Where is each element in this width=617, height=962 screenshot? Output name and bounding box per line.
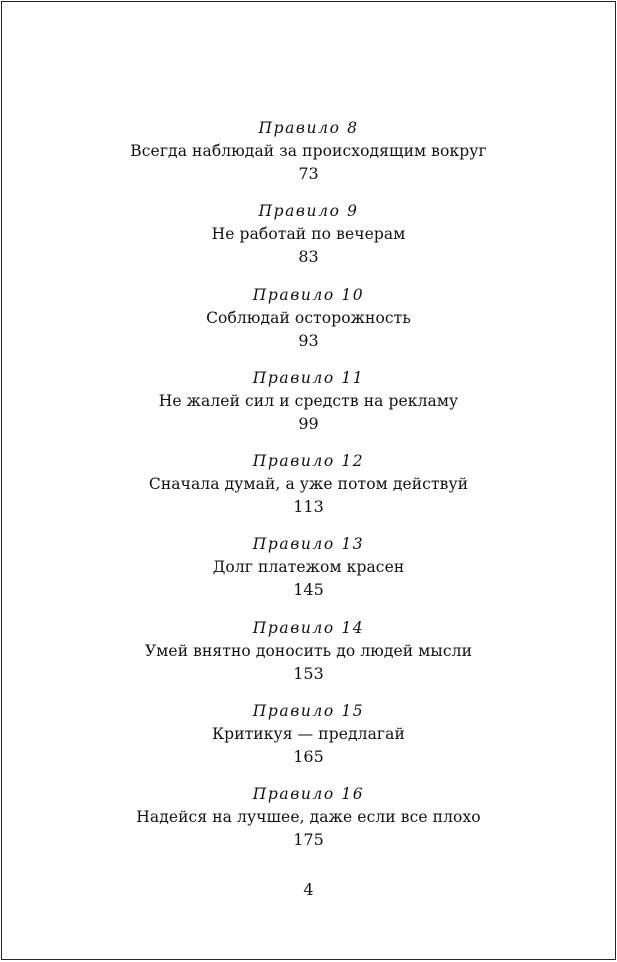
rule-title: Надейся на лучшее, даже если все плохо [136,808,481,826]
rule-title: Всегда наблюдай за происходящим вокруг [130,142,487,160]
rule-label: Правило 11 [252,368,365,387]
toc-entry-rule-14 [2,616,615,699]
page-number: 113 [293,497,324,516]
rule-label: Правило 13 [252,535,365,554]
page-number: 175 [293,830,324,849]
toc-entry-rule-9 [2,199,615,282]
rule-label: Правило 16 [252,785,365,803]
rule-label: Правило 9 [258,202,359,221]
rule-label: Правило 15 [252,701,365,720]
rule-title: Умей внятно доносить до людей мысли [144,641,473,660]
page-number: 83 [298,247,319,267]
rule-label: Правило 12 [252,452,365,470]
rule-title: Долг платежом красен [212,558,405,577]
folio-page-number: 4 [303,880,314,899]
toc-entry-rule-16 [2,782,615,865]
toc-entry-rule-12 [2,449,615,532]
rule-title: Соблюдай осторожность [206,308,411,327]
toc-entry-rule-15 [2,699,615,782]
rule-title: Критикуя — предлагай [212,724,405,743]
rule-label: Правило 10 [252,285,365,304]
rule-label: Правило 14 [252,618,365,637]
rule-label: Правило 8 [258,119,359,137]
page-number: 73 [298,164,319,183]
rule-title: Сначала думай, а уже потом действуй [148,475,469,493]
book-page [1,1,616,960]
toc-entry-rule-8 [2,116,615,199]
page-number: 153 [293,663,324,683]
rule-title: Не работай по вечерам [211,225,406,244]
page-number: 99 [298,413,319,433]
toc-entry-rule-10 [2,283,615,366]
toc-entry-rule-13 [2,532,615,615]
rule-title: Не жалей сил и средств на рекламу [158,391,459,410]
page-number: 93 [298,330,319,350]
page-number: 165 [293,746,324,766]
table-of-contents [2,116,615,865]
toc-entry-rule-11 [2,366,615,449]
page-number: 145 [293,580,324,600]
